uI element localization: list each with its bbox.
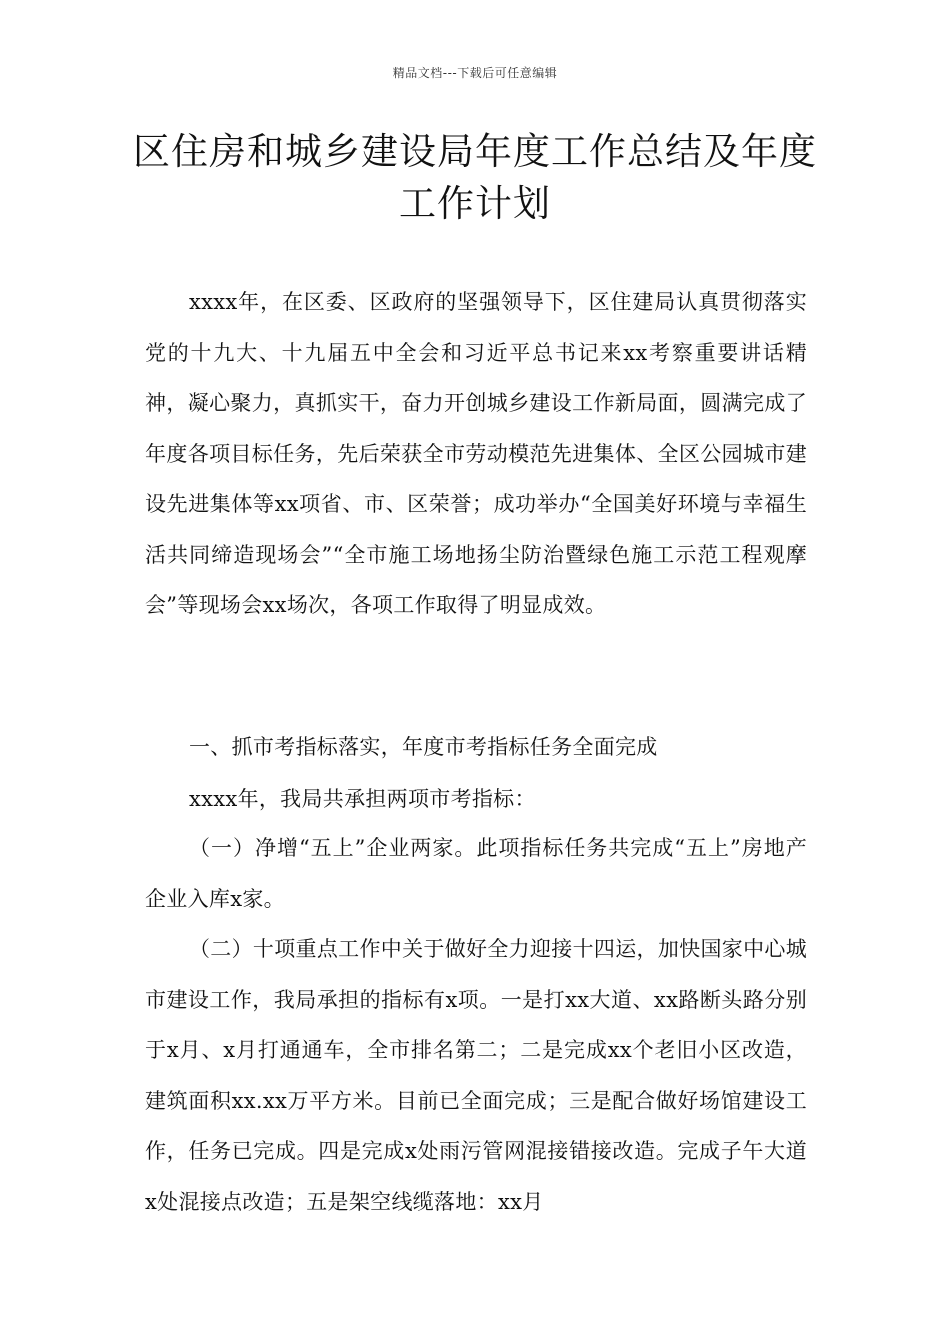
list-item-paragraph: （一）净增“五上”企业两家。此项指标任务共完成“五上”房地产企业入库x家。 [145, 836, 807, 911]
header-note: 精品文档---下载后可任意编辑 [392, 66, 558, 80]
body-paragraph: xxxx年，我局共承担两项市考指标： [189, 787, 536, 811]
document-title: 区住房和城乡建设局年度工作总结及年度工作计划 [133, 130, 817, 225]
list-item-paragraph: （二）十项重点工作中关于做好全力迎接十四运，加快国家中心城市建设工作，我局承担的指标有x项。一是打xx大道、xx路断头路分别于x月、x月打通通车，全市排名第二；二是完成xx个老旧小区改造，建筑面积xx.xx万平方米。目前已全面完成；三是配合做好场馆建设工作，任务已完成。四是完成x处雨污管网混接错接改造。完成子午大道x处混接点改造；五是架空线缆落地：xx月 [145, 937, 807, 1214]
section-heading: 一、抓市考指标落实，年度市考指标任务全面完成 [189, 735, 658, 759]
intro-paragraph: xxxx年，在区委、区政府的坚强领导下，区住建局认真贯彻落实党的十九大、十九届五中全会和习近平总书记来xx考察重要讲话精神，凝心聚力，真抓实干，奋力开创城乡建设工作新局面，圆满完成了年度各项目标任务，先后荣获全市劳动模范先进集体、全区公园城市建设先进集体等xx项省、市、区荣誉；成功举办“全国美好环境与幸福生活共同缔造现场会”“全市施工场地扬尘防治暨绿色施工示范工程观摩会”等现场会xx场次，各项工作取得了明显成效。 [145, 290, 807, 617]
